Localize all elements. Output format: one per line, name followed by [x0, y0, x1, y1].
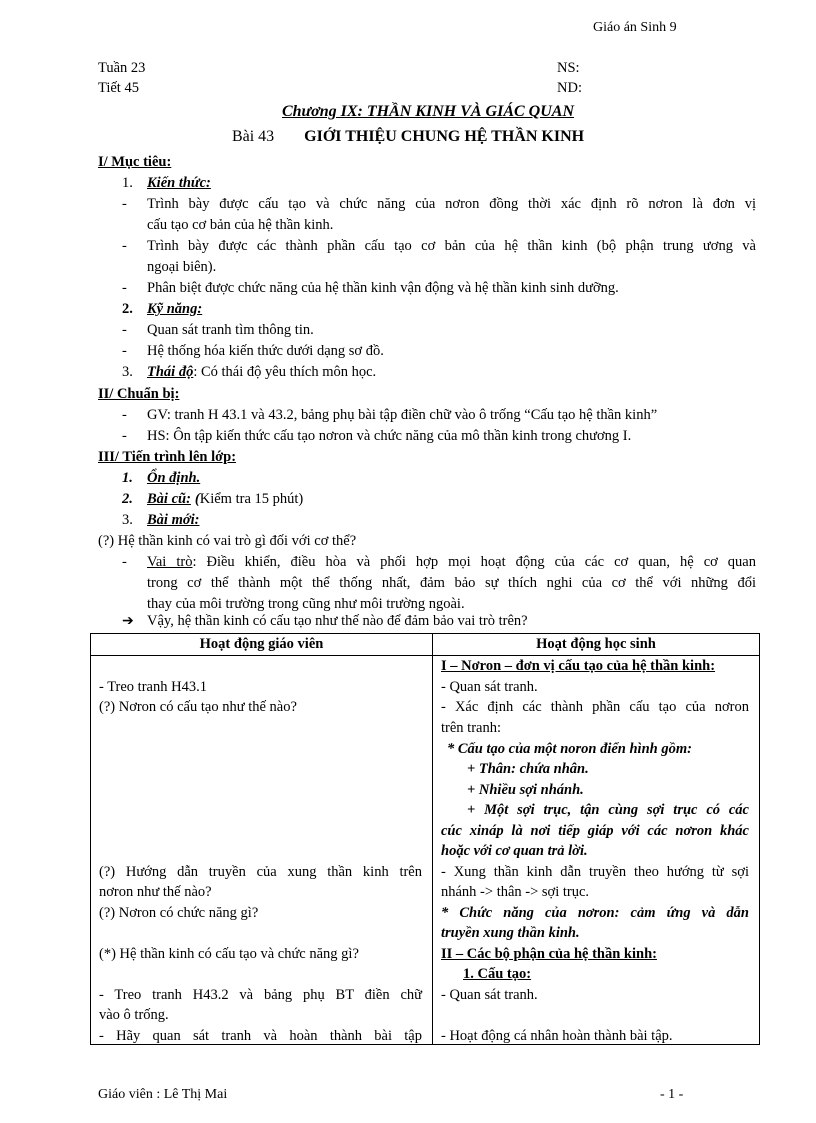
section-objectives-heading: I/ Mục tiêu: [98, 154, 172, 170]
student-line: trên tranh: [441, 719, 501, 736]
student-line: - Quan sát tranh. [441, 986, 538, 1003]
section-preparation-heading: II/ Chuẩn bị: [98, 386, 180, 402]
table-row [91, 655, 760, 1044]
role-text-a: : Điều khiển, điều hòa và phối hợp mọi hoạt động của các cơ quan, hệ cơ quan [192, 554, 756, 570]
teacher-line: (?) Nơron có chức năng gì? [99, 904, 259, 921]
attitude-heading: Thái độ [147, 364, 194, 380]
bullet: - [122, 428, 127, 444]
lesson-name: GIỚI THIỆU CHUNG HỆ THẦN KINH [304, 128, 585, 145]
prep-student: HS: Ôn tập kiến thức cấu tạo nơron và chức năng của mô thần kinh trong chương I. [147, 428, 632, 444]
table-header-row [91, 634, 760, 656]
student-line: - Xác định các thành phần cấu tạo của nơron [441, 698, 749, 715]
activity-table [90, 633, 760, 1045]
bullet: - [122, 554, 127, 570]
step-2-line [147, 489, 303, 509]
student-line: truyền xung thần kinh. [441, 924, 580, 941]
knowledge-item-2a: Trình bày được các thành phần cấu tạo cơ bản của hệ thần kinh (bộ phận trung ương và [147, 238, 756, 254]
role-line-b: trong cơ thể thành một thể thống nhất, đảm bảo sự thích nghi của cơ thể với những đổi [147, 575, 756, 591]
student-line: * Chức năng của nơron: cảm ứng và dẫn [441, 904, 749, 921]
student-line: - Xung thần kinh dẫn truyền theo hướng từ sợi [441, 863, 749, 880]
teacher-line: - Treo tranh H43.1 [99, 678, 207, 695]
knowledge-num: 1. [122, 175, 133, 191]
period-label: Tiết 45 [98, 80, 139, 96]
student-section-2-heading: II – Các bộ phận của hệ thần kinh: [441, 945, 657, 962]
skills-heading: Kỹ năng: [147, 301, 203, 317]
knowledge-heading: Kiến thức: [147, 175, 211, 191]
skill-item-1: Quan sát tranh tìm thông tin. [147, 322, 314, 338]
bullet: - [122, 322, 127, 338]
teacher-line: vào ô trống. [99, 1006, 169, 1023]
attitude-text: : Có thái độ yêu thích môn học. [193, 364, 377, 380]
skill-item-2: Hệ thống hóa kiến thức dưới dạng sơ đồ. [147, 343, 384, 359]
role-label: Vai trò [147, 554, 193, 570]
week-label: Tuần 23 [98, 60, 146, 76]
header-teacher: Hoạt động giáo viên [91, 634, 433, 656]
student-line: - Hoạt động cá nhân hoàn thành bài tập. [441, 1027, 673, 1044]
student-cell [433, 655, 760, 1044]
arrow-icon: ➔ [122, 614, 134, 629]
teacher-line: (*) Hệ thần kinh có cấu tạo và chức năng gì? [99, 945, 359, 962]
knowledge-item-1a: Trình bày được cấu tạo và chức năng của nơron đồng thời xác định rõ nơron là đơn vị [147, 196, 756, 212]
bullet: - [122, 196, 127, 212]
step-2-num: 2. [122, 491, 133, 507]
step-2-note: Kiểm tra 15 phút) [199, 491, 304, 507]
teacher-line: - Hãy quan sát tranh và hoàn thành bài tập [99, 1027, 422, 1044]
nd-label: ND: [557, 80, 582, 96]
teacher-line: - Treo tranh H43.2 và bảng phụ BT điền chữ [99, 986, 422, 1003]
footer-page-number: - 1 - [660, 1087, 684, 1102]
step-3-label: Bài mới: [147, 512, 200, 528]
attitude-line [147, 362, 376, 382]
header-subject: Giáo án Sinh 9 [593, 20, 677, 35]
section-procedure-heading: III/ Tiến trình lên lớp: [98, 449, 237, 465]
student-line: + Nhiều sợi nhánh. [467, 781, 584, 798]
skills-num: 2. [122, 301, 133, 317]
transition-question: Vậy, hệ thần kinh có cấu tạo như thế nào để đảm bảo vai trò trên? [147, 613, 528, 629]
knowledge-item-2b: ngoại biên). [147, 259, 217, 275]
teacher-line: (?) Hướng dẫn truyền của xung thần kinh trên [99, 863, 422, 880]
teacher-line: nơron như thế nào? [99, 883, 212, 900]
student-line: * Cấu tạo của một noron điển hình gồm: [447, 740, 692, 757]
bullet: - [122, 407, 127, 423]
student-line: - Quan sát tranh. [441, 678, 538, 695]
bullet: - [122, 343, 127, 359]
chapter-title: Chương IX: THẦN KINH VÀ GIÁC QUAN [281, 103, 574, 120]
ns-label: NS: [557, 60, 580, 76]
step-2-label: Bài cũ: [147, 491, 191, 507]
attitude-num: 3. [122, 364, 133, 380]
student-subheading: 1. Cấu tạo: [463, 965, 532, 982]
student-line: hoặc với cơ quan trả lời. [441, 842, 588, 859]
knowledge-item-1b: cấu tạo cơ bản của hệ thần kinh. [147, 217, 334, 233]
step-3-num: 3. [122, 512, 133, 528]
student-section-1-heading: I – Nơron – đơn vị cấu tạo của hệ thần kinh: [441, 657, 716, 674]
prep-teacher: GV: tranh H 43.1 và 43.2, bảng phụ bài tập điền chữ vào ô trống “Cấu tạo hệ thần kinh” [147, 407, 658, 423]
step-2-paren: ( [194, 491, 200, 507]
teacher-line: (?) Nơron có cấu tạo như thế nào? [99, 698, 297, 715]
step-1-num: 1. [122, 470, 133, 486]
header-student: Hoạt động học sinh [433, 634, 760, 656]
teacher-cell [91, 655, 433, 1044]
role-line-c: thay của môi trường trong cũng như môi trường ngoài. [147, 596, 465, 612]
step-1-label: Ổn định. [147, 470, 201, 486]
lesson-title [0, 128, 816, 146]
student-line: cúc xináp là nơi tiếp giáp với các nơron khác [441, 822, 749, 839]
student-line: + Thân: chứa nhân. [467, 760, 589, 777]
knowledge-item-3: Phân biệt được chức năng của hệ thần kinh vận động và hệ thần kinh sinh dưỡng. [147, 280, 619, 296]
student-line: nhánh -> thân -> sợi trục. [441, 883, 590, 900]
bullet: - [122, 280, 127, 296]
bullet: - [122, 238, 127, 254]
role-line-a [147, 552, 756, 572]
question-role: (?) Hệ thần kinh có vai trò gì đối với cơ thể? [98, 533, 357, 549]
lesson-number: Bài 43 [231, 128, 275, 145]
footer-teacher: Giáo viên : Lê Thị Mai [98, 1087, 228, 1102]
student-line: + Một sợi trục, tận cùng sợi trục có các [467, 801, 749, 818]
